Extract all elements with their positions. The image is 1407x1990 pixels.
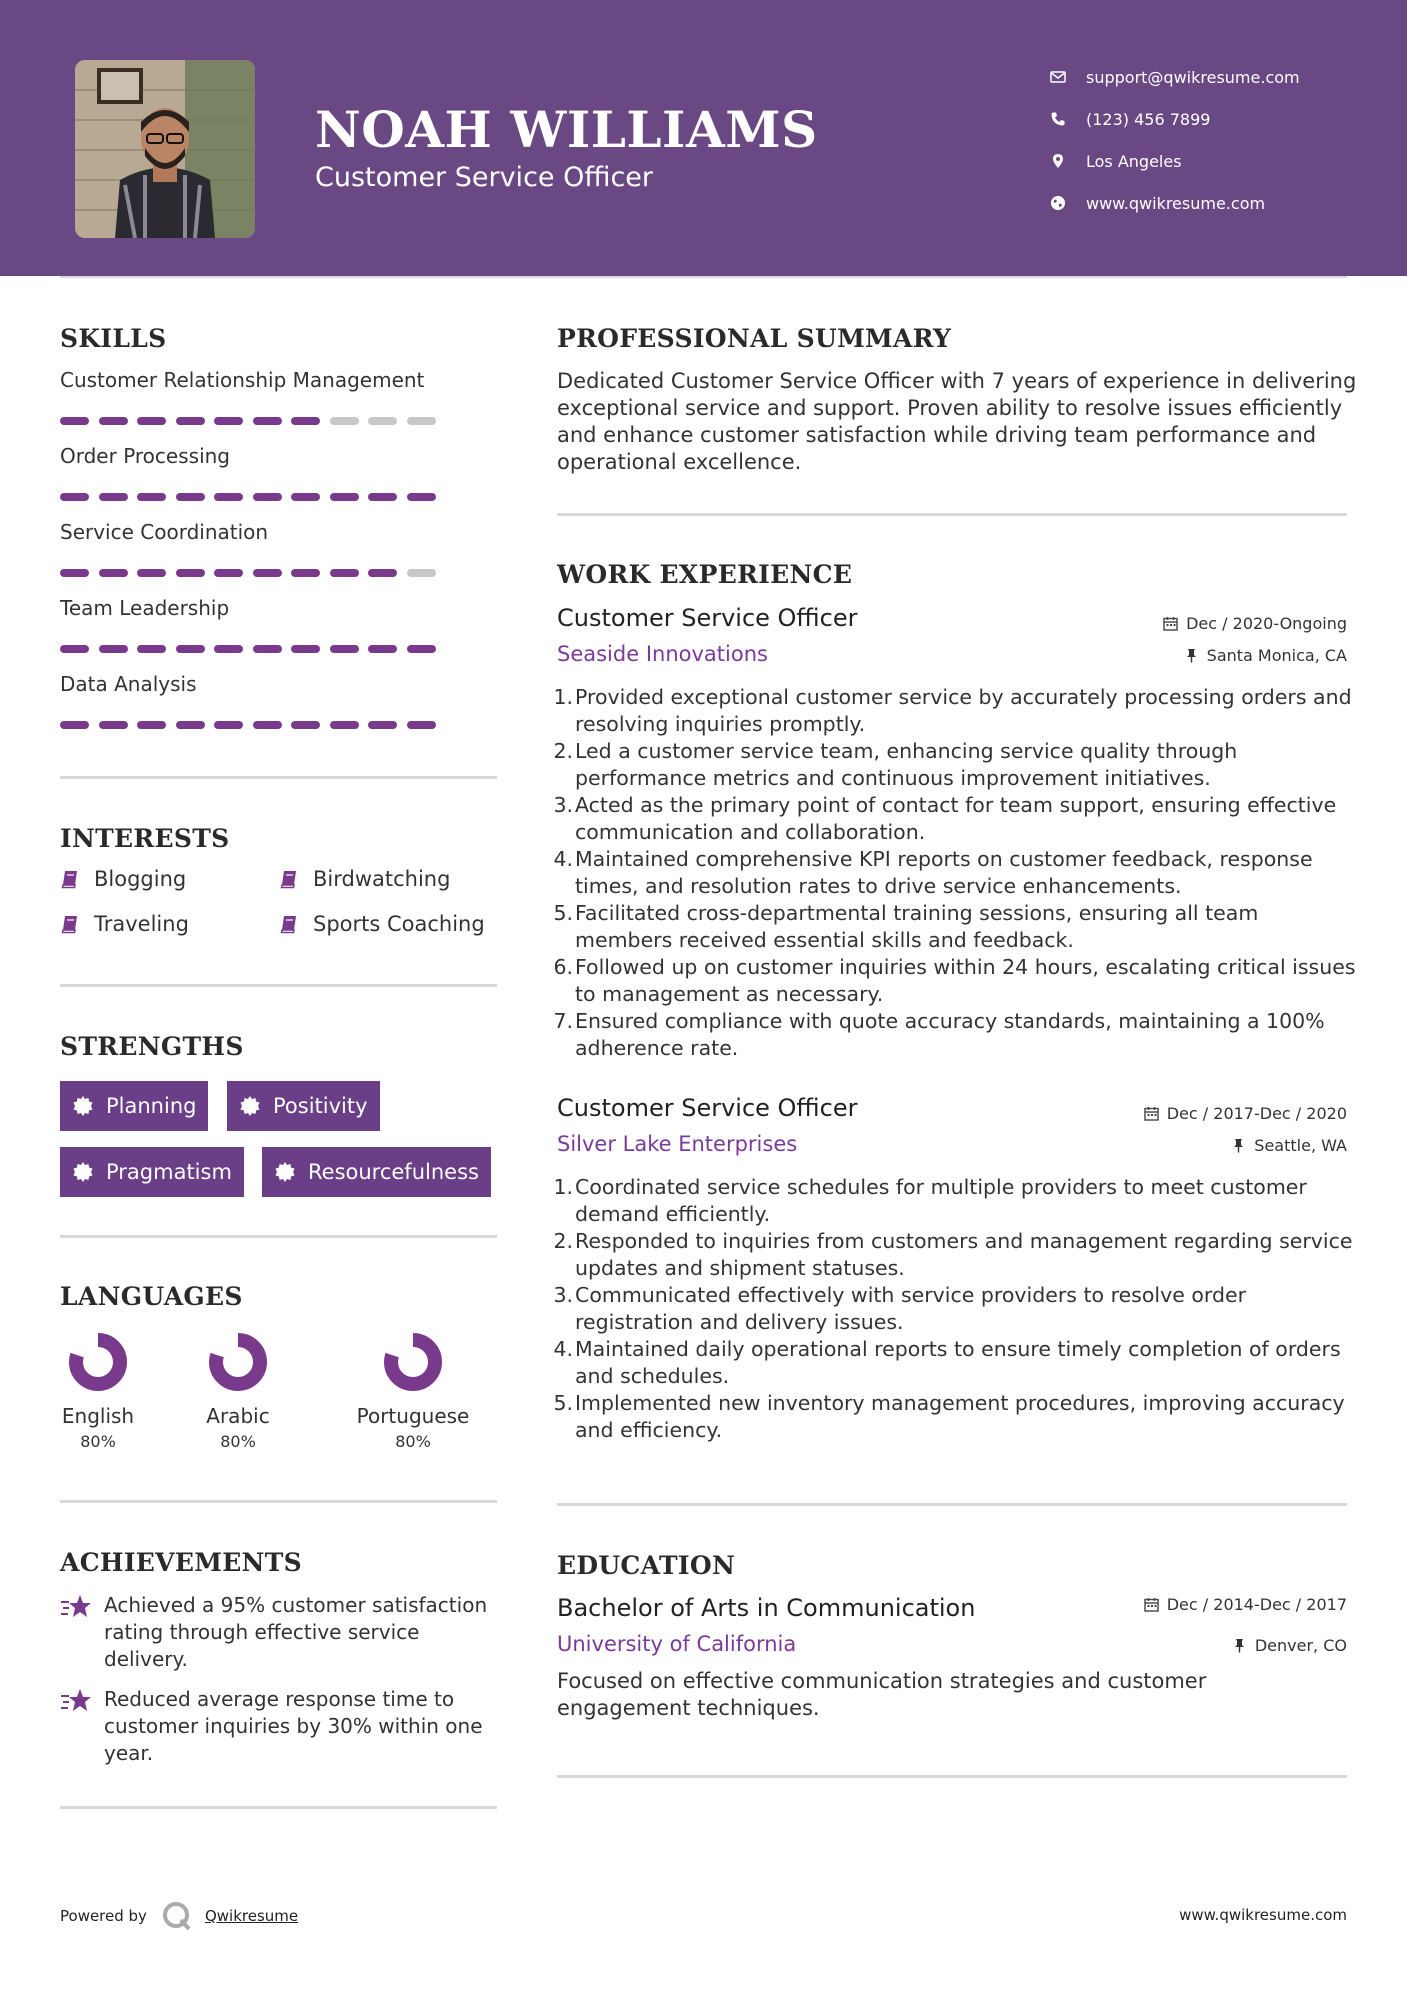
skill-dash-filled <box>253 493 282 501</box>
summary-text: Dedicated Customer Service Officer with 7 years of experience in delivering exceptional service and support. Proven ability to resolve issues efficiently and enhance customer satisfaction while driving team performance and operational excellence. <box>557 369 1357 474</box>
skill-dash-filled <box>176 417 205 425</box>
achievements-divider <box>60 1806 497 1809</box>
bullet-number: 4. <box>553 1337 573 1361</box>
language-progress-arc <box>76 1340 120 1384</box>
achievement-text: Achieved a 95% customer satisfaction rating through effective service delivery. <box>104 1593 488 1671</box>
skill-dash-filled <box>330 721 359 729</box>
job-bullet <box>553 1174 1357 1228</box>
job-bullets <box>553 684 1357 1062</box>
education-school: University of California <box>557 1632 797 1656</box>
phone-icon <box>1050 111 1066 127</box>
location-pin-icon <box>1050 153 1066 169</box>
skill-dash-filled <box>99 417 128 425</box>
skill-dash-filled <box>330 645 359 653</box>
calendar-icon <box>1163 616 1178 631</box>
job-bullet <box>553 1008 1357 1062</box>
skill-dash-filled <box>253 645 282 653</box>
skill-dash-filled <box>176 569 205 577</box>
job-bullets <box>553 1174 1357 1444</box>
skill-dash-filled <box>137 645 166 653</box>
language-progress-ring <box>66 1330 130 1394</box>
skills-title: SKILLS <box>60 324 167 353</box>
skill-level-meter <box>60 721 445 729</box>
skill-level-meter <box>60 493 445 501</box>
skill-label: Team Leadership <box>60 596 230 620</box>
skill-dash-filled <box>176 493 205 501</box>
job-location <box>1184 646 1347 665</box>
skill-dash-filled <box>330 569 359 577</box>
footer-powered-by <box>60 1900 298 1932</box>
skill-dash-filled <box>291 569 320 577</box>
book-icon <box>60 869 80 889</box>
job-bullet <box>553 900 1357 954</box>
bullet-text: Maintained comprehensive KPI reports on customer feedback, response times, and resolution rates to drive service enhancements. <box>575 847 1313 898</box>
job-bullet <box>553 1228 1357 1282</box>
contact-location <box>1050 140 1300 182</box>
language-percent: 80% <box>80 1432 116 1451</box>
skill-label: Order Processing <box>60 444 230 468</box>
skill-dash-filled <box>291 721 320 729</box>
bullet-number: 1. <box>553 1175 573 1199</box>
bullet-text: Implemented new inventory management procedures, improving accuracy and efficiency. <box>575 1391 1345 1442</box>
contact-website[interactable] <box>1050 182 1300 224</box>
bullet-text: Coordinated service schedules for multiple providers to meet customer demand efficiently. <box>575 1175 1307 1226</box>
education-degree: Bachelor of Arts in Communication <box>557 1594 976 1622</box>
skill-dash-filled <box>214 645 243 653</box>
skill-dash-filled <box>291 417 320 425</box>
job-bullet <box>553 738 1357 792</box>
badge-icon <box>72 1095 94 1117</box>
interests-title: INTERESTS <box>60 824 230 853</box>
bullet-number: 2. <box>553 1229 573 1253</box>
skill-label: Service Coordination <box>60 520 269 544</box>
skill-dash-filled <box>368 645 397 653</box>
interest-label: Blogging <box>94 867 187 891</box>
job-title: Customer Service Officer <box>557 604 858 632</box>
skill-dash-filled <box>368 569 397 577</box>
job-location <box>1231 1136 1347 1155</box>
bullet-text: Facilitated cross-departmental training sessions, ensuring all team members received essential skills and feedback. <box>575 901 1259 952</box>
bullet-text: Acted as the primary point of contact for team support, ensuring effective communication and collaboration. <box>575 793 1337 844</box>
profile-photo-image <box>75 60 255 238</box>
interest-item <box>279 867 450 891</box>
skill-dash-filled <box>176 721 205 729</box>
skill-dash-filled <box>99 645 128 653</box>
job-bullet <box>553 792 1357 846</box>
achievement-item <box>60 1686 500 1767</box>
interests-divider <box>60 984 497 987</box>
skill-dash-filled <box>253 417 282 425</box>
job-bullet <box>553 684 1357 738</box>
skill-dash-filled <box>407 645 436 653</box>
strength-label: Resourcefulness <box>308 1160 479 1184</box>
job-company: Silver Lake Enterprises <box>557 1132 798 1156</box>
skill-dash-filled <box>137 569 166 577</box>
award-star-icon <box>60 1686 92 1716</box>
contact-email-text: support@qwikresume.com <box>1086 67 1300 87</box>
skill-label: Data Analysis <box>60 672 197 696</box>
skill-dash-filled <box>368 493 397 501</box>
bullet-text: Maintained daily operational reports to ensure timely completion of orders and schedules. <box>575 1337 1341 1388</box>
achievements-title: ACHIEVEMENTS <box>60 1548 302 1577</box>
interest-label: Traveling <box>94 912 189 936</box>
skill-dash-filled <box>60 645 89 653</box>
bullet-number: 3. <box>553 1283 573 1307</box>
powered-by-label: Powered by <box>60 1907 147 1925</box>
bullet-text: Responded to inquiries from customers and management regarding service updates and shipment statuses. <box>575 1229 1353 1280</box>
bullet-text: Followed up on customer inquiries within 24 hours, escalating critical issues to management as necessary. <box>575 955 1356 1006</box>
skills-divider <box>60 776 497 779</box>
qwikresume-logo-icon <box>161 1900 193 1932</box>
pushpin-icon <box>1231 1138 1246 1153</box>
interest-item <box>60 912 189 936</box>
job-location-text: Santa Monica, CA <box>1206 646 1347 665</box>
bullet-number: 3. <box>553 793 573 817</box>
language-item <box>38 1330 158 1451</box>
skill-dash-filled <box>214 569 243 577</box>
skill-dash-empty <box>407 569 436 577</box>
bullet-number: 2. <box>553 739 573 763</box>
profile-photo <box>75 60 255 238</box>
strengths-divider <box>60 1235 497 1238</box>
bullet-text: Communicated effectively with service providers to resolve order registration and delivery issues. <box>575 1283 1247 1334</box>
interest-item <box>60 867 186 891</box>
job-bullet <box>553 1336 1357 1390</box>
badge-icon <box>239 1095 261 1117</box>
summary-title: PROFESSIONAL SUMMARY <box>557 324 952 353</box>
bullet-text: Ensured compliance with quote accuracy standards, maintaining a 100% adherence rate. <box>575 1009 1325 1060</box>
skill-dash-empty <box>368 417 397 425</box>
skill-dash-filled <box>253 721 282 729</box>
skill-dash-filled <box>99 493 128 501</box>
skill-dash-filled <box>214 721 243 729</box>
education-dates <box>1144 1595 1347 1614</box>
interest-item <box>279 912 485 936</box>
education-title: EDUCATION <box>557 1551 736 1580</box>
skill-label: Customer Relationship Management <box>60 368 425 392</box>
resume-header <box>0 0 1407 276</box>
education-dates-text: Dec / 2014-Dec / 2017 <box>1166 1595 1347 1614</box>
bullet-text: Provided exceptional customer service by accurately processing orders and resolving inquiries promptly. <box>575 685 1352 736</box>
badge-icon <box>72 1161 94 1183</box>
bullet-number: 5. <box>553 901 573 925</box>
strength-label: Positivity <box>273 1094 368 1118</box>
language-item <box>353 1330 473 1451</box>
experience-title: WORK EXPERIENCE <box>557 560 853 589</box>
skill-dash-filled <box>214 493 243 501</box>
candidate-name: NOAH WILLIAMS <box>315 100 818 159</box>
language-progress-ring <box>381 1330 445 1394</box>
qwikresume-link[interactable]: Qwikresume <box>204 1907 299 1925</box>
language-percent: 80% <box>220 1432 256 1451</box>
interest-label: Sports Coaching <box>313 912 485 936</box>
contact-phone[interactable] <box>1050 98 1300 140</box>
badge-icon <box>274 1161 296 1183</box>
skill-dash-empty <box>407 417 436 425</box>
language-name: English <box>61 1404 135 1428</box>
language-progress-arc <box>216 1340 260 1384</box>
job-location-text: Seattle, WA <box>1254 1136 1347 1155</box>
language-progress-ring <box>206 1330 270 1394</box>
education-location-text: Denver, CO <box>1254 1636 1347 1655</box>
candidate-role: Customer Service Officer <box>315 162 654 193</box>
skill-dash-filled <box>368 721 397 729</box>
skill-level-meter <box>60 569 445 577</box>
job-bullet <box>553 846 1357 900</box>
calendar-icon <box>1144 1106 1159 1121</box>
language-progress-arc <box>391 1340 435 1384</box>
job-dates-text: Dec / 2020-Ongoing <box>1186 614 1347 633</box>
award-star-icon <box>60 1592 92 1622</box>
footer-site-link[interactable]: www.qwikresume.com <box>1179 1906 1347 1924</box>
job-dates-text: Dec / 2017-Dec / 2020 <box>1166 1104 1347 1123</box>
contact-website-text: www.qwikresume.com <box>1086 193 1266 213</box>
pushpin-icon <box>1184 648 1199 663</box>
bullet-number: 4. <box>553 847 573 871</box>
skill-level-meter <box>60 417 445 425</box>
job-bullet <box>553 1390 1357 1444</box>
skill-dash-filled <box>407 493 436 501</box>
book-icon <box>279 869 299 889</box>
job-dates <box>1163 614 1347 633</box>
achievement-text: Reduced average response time to customer inquiries by 30% within one year. <box>104 1687 483 1765</box>
job-company: Seaside Innovations <box>557 642 768 666</box>
language-percent: 80% <box>395 1432 431 1451</box>
language-item <box>178 1330 298 1451</box>
globe-icon <box>1050 195 1066 211</box>
bullet-number: 5. <box>553 1391 573 1415</box>
job-bullet <box>553 954 1357 1008</box>
skill-dash-filled <box>137 417 166 425</box>
skill-dash-filled <box>291 493 320 501</box>
job-dates <box>1144 1104 1347 1123</box>
job-bullet <box>553 1282 1357 1336</box>
contact-email[interactable] <box>1050 56 1300 98</box>
envelope-icon <box>1050 69 1066 85</box>
skill-dash-filled <box>137 493 166 501</box>
skill-dash-filled <box>253 569 282 577</box>
achievement-item <box>60 1592 500 1673</box>
bullet-text: Led a customer service team, enhancing service quality through performance metrics and continuous improvement initiatives. <box>575 739 1238 790</box>
contact-list <box>1050 56 1300 224</box>
skill-dash-filled <box>60 417 89 425</box>
pushpin-icon <box>1232 1638 1247 1653</box>
job-title: Customer Service Officer <box>557 1094 858 1122</box>
language-name: Portuguese <box>356 1404 470 1428</box>
bullet-number: 7. <box>553 1009 573 1033</box>
skill-dash-filled <box>291 645 320 653</box>
bullet-number: 6. <box>553 955 573 979</box>
languages-title: LANGUAGES <box>60 1282 243 1311</box>
contact-phone-text: (123) 456 7899 <box>1086 109 1211 129</box>
education-divider <box>557 1775 1347 1778</box>
skill-dash-empty <box>330 417 359 425</box>
strength-label: Planning <box>106 1094 197 1118</box>
calendar-icon <box>1144 1597 1159 1612</box>
skill-dash-filled <box>137 721 166 729</box>
languages-divider <box>60 1500 497 1503</box>
skill-dash-filled <box>330 493 359 501</box>
summary-divider <box>557 513 1347 516</box>
header-divider <box>60 276 1347 278</box>
strength-chip <box>60 1147 244 1197</box>
skill-dash-filled <box>176 645 205 653</box>
skill-dash-filled <box>99 569 128 577</box>
strength-label: Pragmatism <box>106 1160 232 1184</box>
education-location <box>1232 1636 1347 1655</box>
interest-label: Birdwatching <box>313 867 451 891</box>
skill-dash-filled <box>99 721 128 729</box>
skill-dash-filled <box>407 721 436 729</box>
strength-chip <box>60 1081 208 1131</box>
strength-chip <box>262 1147 491 1197</box>
strength-chip <box>227 1081 380 1131</box>
skill-dash-filled <box>60 721 89 729</box>
experience-divider <box>557 1503 1347 1506</box>
education-description: Focused on effective communication strategies and customer engagement techniques. <box>557 1669 1207 1720</box>
skill-dash-filled <box>214 417 243 425</box>
bullet-number: 1. <box>553 685 573 709</box>
book-icon <box>279 914 299 934</box>
language-name: Arabic <box>206 1404 270 1428</box>
book-icon <box>60 914 80 934</box>
skill-dash-filled <box>60 569 89 577</box>
skill-dash-filled <box>60 493 89 501</box>
strengths-title: STRENGTHS <box>60 1032 244 1061</box>
contact-location-text: Los Angeles <box>1086 151 1182 171</box>
skill-level-meter <box>60 645 445 653</box>
